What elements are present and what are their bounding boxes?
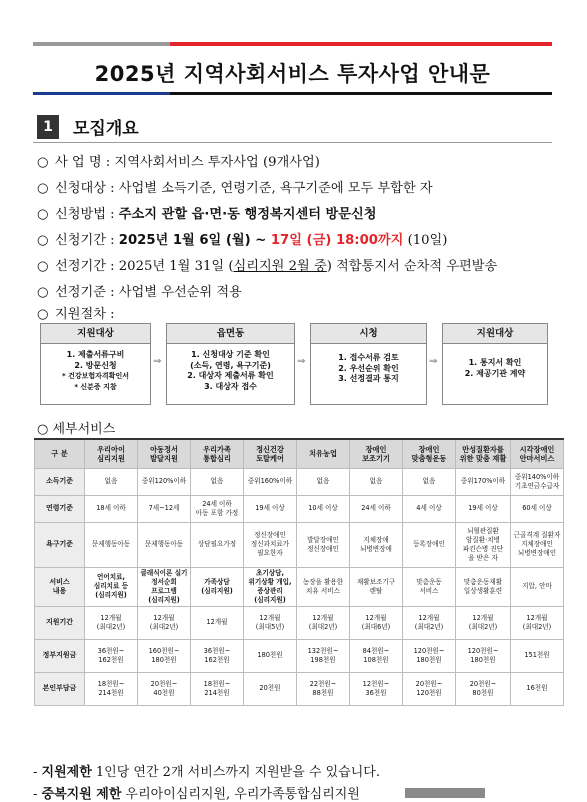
table-cell: 정신장애인 정신과치료가 필요한자 [244,522,297,567]
table-cell: 18세 이하 [85,495,138,522]
table-cell: 문제행동아동 [85,522,138,567]
table-cell: 초기상담, 위기상황 개입, 증상관리 (심리지원) [244,567,297,606]
table-cell: 근골격계 질환자 지체장애인 뇌병변장애인 [511,522,564,567]
table-cell: 120천원~ 180천원 [403,639,456,672]
table-cell: 12개월 (최대5년) [244,606,297,639]
table-cell: 60세 이상 [511,495,564,522]
table-corner-header: 구 분 [35,439,85,468]
table-cell: 120천원~ 180천원 [456,639,511,672]
note-limit: - 지원제한 1인당 연간 2개 서비스까지 지원받을 수 있습니다. [33,765,380,780]
table-cell: 중위120%이하 [138,468,191,495]
table-cell: 언어치료, 심리치료 등 (심리지원) [85,567,138,606]
table-cell: 36천원~ 162천원 [191,639,244,672]
flow-arrow-icon: ⇒ [153,356,162,367]
table-cell: 22천원~ 88천원 [297,672,350,705]
item-procedure: ○ 지원절차 : [37,307,115,322]
table-cell: 12개월 [191,606,244,639]
table-cell: 가족상담 (심리지원) [191,567,244,606]
services-table [34,438,564,706]
table-cell: 없음 [350,468,403,495]
table-cell: 12개월 (최대2년) [85,606,138,639]
table-column-header: 우리아이 심리지원 [85,439,138,468]
table-cell: 문제행동아동 [138,522,191,567]
section-number-badge: 1 [37,115,59,139]
flow-step-applicant: 지원대상 1. 제출서류구비 2. 방문신청 * 건강보험자격확인서 * 신분증 지참 [40,323,151,405]
table-cell: 없음 [403,468,456,495]
table-cell: 180천원 [244,639,297,672]
table-row-header: 서비스 내용 [35,567,85,606]
item-criteria: ○ 선정기준 : 사업별 우선순위 적용 [37,285,242,300]
flow-step-recipient: 지원대상 1. 통지서 확인 2. 제공기관 계약 [442,323,548,405]
table-cell: 36천원~ 162천원 [85,639,138,672]
table-cell: 12개월 (최대2년) [403,606,456,639]
table-column-header: 정신건강 토탈케어 [244,439,297,468]
table-cell: 151천원 [511,639,564,672]
flow-step-district: 읍면동 1. 신청대상 기준 확인 (소득, 연령, 욕구기준) 2. 대상자 제출서류 확인 3. 대상자 접수 [166,323,295,405]
table-row-header: 욕구기준 [35,522,85,567]
table-cell: 84천원~ 108천원 [350,639,403,672]
table-cell: 19세 이상 [244,495,297,522]
table-row-header: 소득기준 [35,468,85,495]
table-cell: 12개월 (최대6년) [350,606,403,639]
table-cell: 없음 [191,468,244,495]
table-cell: 20천원 [244,672,297,705]
procedure-flow [40,323,548,405]
item-project-name: ○ 사 업 명 : 지역사회서비스 투자사업 (9개사업) [37,155,320,170]
top-rule [33,42,552,46]
table-cell: 24세 이하 아동 포함 가정 [191,495,244,522]
table-column-header: 장애인 맞춤형운동 [403,439,456,468]
table-row-header: 본인부담금 [35,672,85,705]
table-cell: 20천원~ 40천원 [138,672,191,705]
table-column-header: 우리가족 통합심리 [191,439,244,468]
table-cell: 지압, 안마 [511,567,564,606]
section-rule [33,142,552,143]
table-column-header: 아동정서 발달지원 [138,439,191,468]
table-cell: 상담필요가정 [191,522,244,567]
table-cell: 없음 [297,468,350,495]
table-cell: 18천원~ 214천원 [85,672,138,705]
table-column-header: 장애인 보조기기 [350,439,403,468]
table-column-header: 치유농업 [297,439,350,468]
table-cell: 중위140%이하 기초연금수급자 [511,468,564,495]
table-cell: 발달장애인 정신장애인 [297,522,350,567]
table-cell: 24세 이하 [350,495,403,522]
table-cell: 10세 이상 [297,495,350,522]
table-cell: 지체장애 뇌병변장애 [350,522,403,567]
table-cell: 4세 이상 [403,495,456,522]
item-method: ○ 신청방법 : 주소지 관할 읍·면·동 행정복지센터 방문신청 [37,207,377,222]
table-cell: 18천원~ 214천원 [191,672,244,705]
table-row [35,606,564,639]
redaction-bar [405,788,485,798]
table-cell: 19세 이상 [456,495,511,522]
table-row-header: 지원기간 [35,606,85,639]
table-cell: 등록장애인 [403,522,456,567]
table-row [35,522,564,567]
table-row [35,567,564,606]
table-cell: 160천원~ 180천원 [138,639,191,672]
flow-arrow-icon: ⇒ [429,356,438,367]
table-row [35,468,564,495]
table-cell: 12천원~ 36천원 [350,672,403,705]
table-cell: 7세~12세 [138,495,191,522]
item-target: ○ 신청대상 : 사업별 소득기준, 연령기준, 욕구기준에 모두 부합한 자 [37,181,433,196]
services-heading: ○ 세부서비스 [37,422,116,437]
table-cell: 20천원~ 80천원 [456,672,511,705]
table-cell: 132천원~ 198천원 [297,639,350,672]
table-row [35,672,564,705]
table-cell: 맞춤운동 서비스 [403,567,456,606]
table-cell: 20천원~ 120천원 [403,672,456,705]
table-cell: 농장을 활용한 치유 서비스 [297,567,350,606]
table-cell: 12개월 (최대2년) [297,606,350,639]
title-rule [33,92,552,95]
table-cell: 뇌혈관질환 암질환·치병 파킨슨병 진단 을 받은 자 [456,522,511,567]
item-selection-period: ○ 선정기간 : 2025년 1월 31일 (심리지원 2월 중) 적합통지서 순차적 우편발송 [37,259,498,274]
table-cell: 12개월 (최대2년) [456,606,511,639]
flow-arrow-icon: ⇒ [297,356,306,367]
table-cell: 12개월 (최대2년) [511,606,564,639]
table-column-header: 시각장애인 안마서비스 [511,439,564,468]
table-row [35,495,564,522]
table-cell: 맞춤운동재활 일상생활훈련 [456,567,511,606]
table-cell: 12개월 (최대2년) [138,606,191,639]
page-title: 2025년 지역사회서비스 투자사업 안내문 [94,62,491,86]
table-column-header: 만성질환자를 위한 맞춤 재활 [456,439,511,468]
table-row-header: 연령기준 [35,495,85,522]
item-period: ○ 신청기간 : 2025년 1월 6일 (월) ~ 17일 (금) 18:00까지 (10일) [37,233,448,248]
table-row-header: 정부지원금 [35,639,85,672]
flow-step-city-hall: 시청 1. 접수서류 검토 2. 우선순위 확인 3. 선정결과 통지 [310,323,427,405]
section-title: 모집개요 [73,119,139,139]
table-cell: 클래식이론 실기 정서순회 프로그램 (심리지원) [138,567,191,606]
table-cell: 16천원 [511,672,564,705]
table-cell: 중위170%이하 [456,468,511,495]
note-duplicate: - 중복지원 제한 우리아이심리지원, 우리가족통합심리지원 [33,787,360,802]
table-cell: 없음 [85,468,138,495]
table-cell: 중위160%이하 [244,468,297,495]
table-cell: 재활보조기구 렌탈 [350,567,403,606]
table-row [35,639,564,672]
